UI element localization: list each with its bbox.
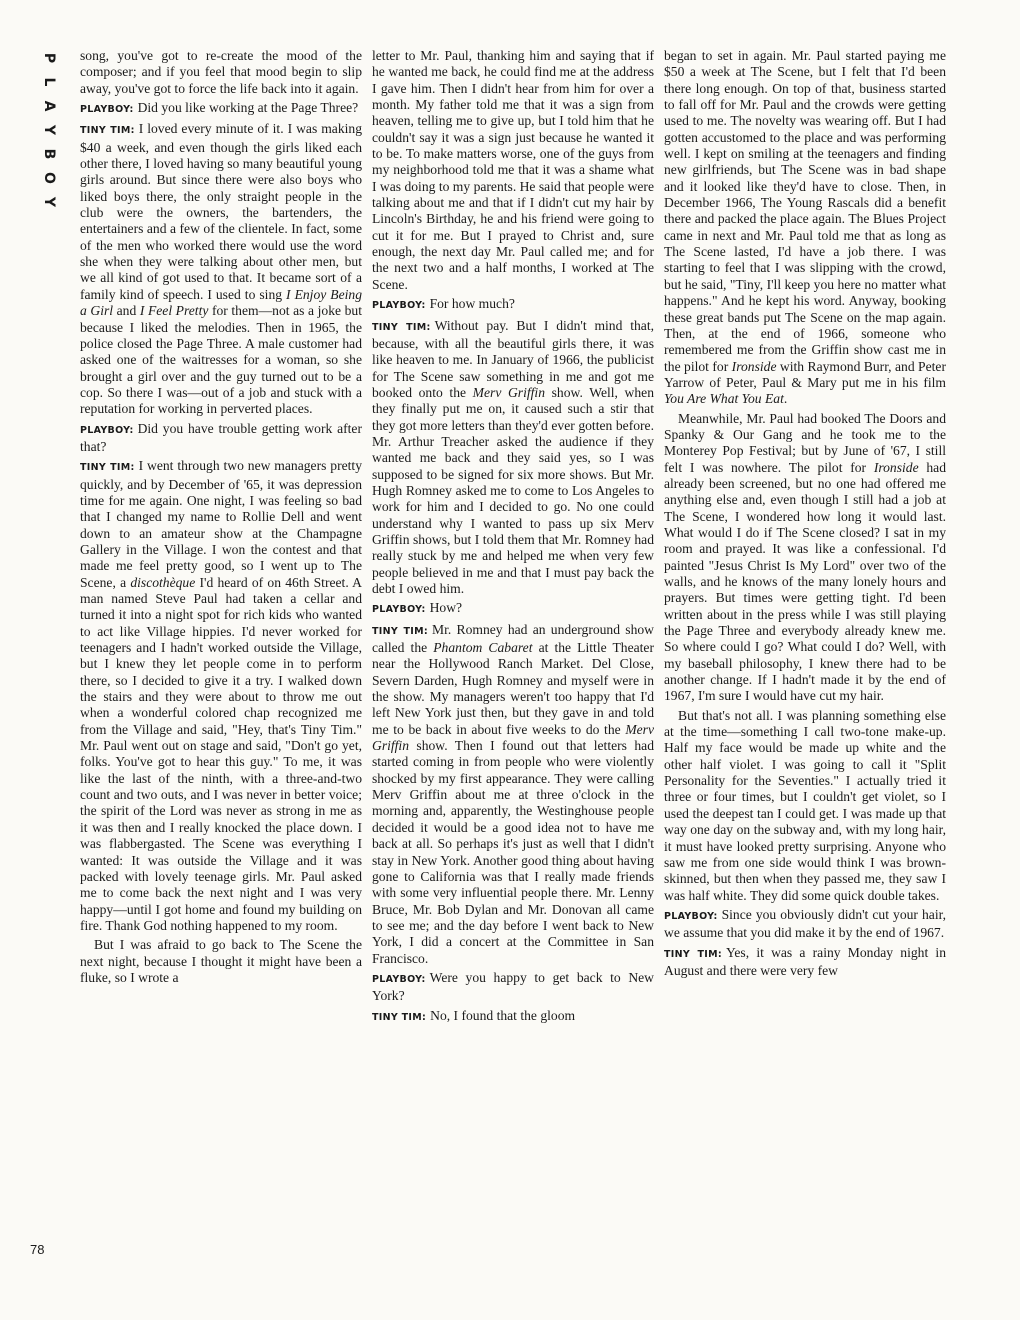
- paragraph-text: show. Well, when they finally put me on, it caused such a stir that they got more letters than they'd ever gotten before. Mr. Arthur Treacher asked the audience if they wanted me back and they said yes, so I was supposed to be signed for six more shows. But Mr. Hugh Romney asked me to come to Los Angeles to work for him and I decided to go. No one could understand why I wanted to pass up six Merv Griffin shows, but I told them that Mr. Romney had really stuck by me and helped me when very few people believed in me and that I must pay back the debt I owed him.: [372, 384, 654, 596]
- title-italic: Phantom Cabaret: [433, 640, 533, 656]
- column-1: [80, 48, 362, 1276]
- speaker-label: TINY TIM:: [372, 625, 428, 637]
- paragraph-text: Yes, it was a rainy Monday night in August and there were very few: [664, 944, 946, 978]
- page-number: 78: [30, 1242, 45, 1257]
- speaker-label: TINY TIM:: [372, 1011, 427, 1023]
- paragraph-text: For how much?: [429, 296, 515, 312]
- title-italic: You Are What You Eat: [664, 391, 784, 407]
- masthead-letter: Y: [41, 196, 57, 208]
- paragraph: [372, 600, 654, 618]
- masthead-letter: Y: [41, 124, 57, 136]
- title-italic: I Enjoy Being a Girl: [80, 286, 362, 319]
- paragraph: [372, 318, 654, 598]
- paragraph: [372, 1008, 654, 1026]
- speaker-label: TINY TIM:: [80, 125, 135, 137]
- paragraph: [372, 622, 654, 967]
- paragraph-text: Were you happy to get back to New York?: [372, 969, 654, 1004]
- paragraph-text: Without pay. But I didn't mind that, because, with all the beautiful girls there, it was like heaven to me. In January of 1966, the publicist for The Scene saw something in me and got me booked onto the: [372, 317, 654, 400]
- speaker-label: PLAYBOY:: [372, 973, 426, 985]
- speaker-label: TINY TIM:: [372, 321, 431, 333]
- paragraph-text: Mr. Romney had an underground show called the: [372, 621, 654, 656]
- masthead-letter: O: [41, 172, 57, 184]
- paragraph-text: But that's not all. I was planning something else at the time—something I call two-tone make-up. Half my face would be made up white and the other half violet. I was going to call it "Split Personality for the Seventies." I actually tried it three or four times, but I couldn't get violet, so I used the deepest tan I could get. I was made up that way one day on the subway and, with my long hair, it must have looked pretty surprising. Anyone who saw me from one side would think I was brown-skinned, but then when they passed me, they saw I was half white. They did some quick double takes.: [664, 707, 946, 903]
- masthead-letter: P: [41, 52, 57, 64]
- speaker-label: PLAYBOY:: [372, 604, 426, 616]
- paragraph-text: for them—not as a joke but because I liked the melodies. Then in 1965, the police closed the Page Three. A male customer had asked one of the waitresses for a woman, so she brought a girl over and the guy turned out to be a cop. So there I was—out of a job and stuck with a reputation for working in perverted places.: [80, 303, 362, 417]
- title-italic: discothèque: [130, 574, 196, 590]
- paragraph: [372, 970, 654, 1005]
- speaker-label: TINY TIM:: [80, 462, 135, 474]
- paragraph-text: had already been screened, but no one had offered me anything else and, even though I still had a job at The Scene, I wondered how long it would last. What would I do if The Scene closed? I sat in my room and prayed. It was like a confessional. I'd painted "Jesus Christ Is My Lord" over two of the walls, and he knows of the many lonely hours and prayers. But times were getting tight. I'd been written about in the press while I was still playing the Page Three and everybody already knew me. So where could I go? What could I do? Well, with my baseball philosophy, I knew there had to be another change. If I hadn't made it by the end of 1967, I'm sure I would have cut my hair.: [664, 459, 946, 704]
- column-3: [664, 48, 946, 1276]
- paragraph: [664, 708, 946, 904]
- paragraph-text: show. Then I found out that letters had started coming in from people who were violently shocked by my first appearance. They were calling Merv Griffin about me at three o'clock in the morning and, apparently, the Westinghouse people decided it would be a good idea not to have me back at all. So perhaps it's just as well that I didn't stay in New York. Another good thing about having gone to California was that I really made friends with some very influential people there. Mr. Lenny Bruce, Mr. Bob Dylan and Mr. Donovan all came to see me; and the day before I went back to New York, I did a concert at the Committee in San Francisco.: [372, 738, 654, 966]
- paragraph: [372, 48, 654, 293]
- paragraph: [80, 458, 362, 934]
- paragraph-text: Since you obviously didn't cut your hair, we assume that you did make it by the end of 1967.: [664, 906, 946, 941]
- paragraph-text: But I was afraid to go back to The Scene the next night, because I thought it might have been a fluke, so I wrote a: [80, 937, 362, 985]
- column-2: [372, 48, 654, 1276]
- title-italic: Ironside: [873, 459, 919, 475]
- paragraph: [80, 121, 362, 417]
- masthead-letter: B: [41, 148, 57, 160]
- paragraph-text: Did you have trouble getting work after that?: [80, 420, 362, 454]
- paragraph: [80, 421, 362, 456]
- speaker-label: PLAYBOY:: [372, 300, 426, 312]
- paragraph-text: and: [113, 303, 140, 319]
- paragraph-text: I'd heard of on 46th Street. A man named Steve Paul had taken a cellar and turned it into a night spot for rich kids who wanted to act like Village hippies. I'd never worked for teenagers and I hadn't worked outside the Village, but I knew they let people come in to perform there, so I decided to give it a try. I walked down the stairs and they were about to throw me out when a wonderful colored chap recognized me from the Village and said, "Hey, that's Tiny Tim." Mr. Paul went out on stage and said, "Don't go yet, folks. You've got to hear this guy." To me, it was like the last of the ninth, with a three-and-two count and two outs, and I was never in better voice; the spirit of the Lord was never as strong in me as it was then and I really knocked the place down. I was flabbergasted. The Scene was everything I wanted: It was outside the Village and it was packed with lovely teenage girls. Mr. Paul asked me to come back the next night and I was very happy—until I got home and found my building on fire. Thank God nothing happened to my room.: [80, 574, 362, 933]
- paragraph-text: began to set in again. Mr. Paul started paying me $50 a week at The Scene, but I felt that I'd been there long enough. On top of that, business started to fall off for Mr. Paul and the crowds were getting used to me. The novelty was wearing off. But I had gotten accustomed to the place and was performing well. I kept on smiling at the teenagers and finding new girlfriends, but The Scene was in bad shape and it looked like they'd have to close. Then, in December 1966, The Young Rascals did a benefit there and packed the place again. The Blues Project came in next and Mr. Paul told me that as long as The Scene lasted, I'd have a job there. I was starting to feel that I was slipping with the crowd, but he said, "Tiny, I'll keep you here no matter what happens." And he kept his word. Anyway, booking these great bands put The Scene on the map again. Then, at the end of 1966, someone who remembered me from the Griffin show cast me in the pilot for: [664, 48, 946, 374]
- masthead-letter: A: [41, 100, 57, 112]
- title-italic: I Feel Pretty: [139, 303, 209, 319]
- title-italic: Ironside: [731, 358, 777, 374]
- paragraph: [372, 296, 654, 314]
- speaker-label: TINY TIM:: [664, 948, 722, 960]
- paragraph-text: Did you like working at the Page Three?: [137, 100, 359, 116]
- speaker-label: PLAYBOY:: [80, 424, 134, 436]
- paragraph: [80, 937, 362, 986]
- title-italic: Merv Griffin: [472, 384, 545, 400]
- paragraph-text: letter to Mr. Paul, thanking him and saying that if he wanted me back, he could find me at the address I gave him. Then I didn't hear from him for over a month. My father told me that it was a sign from heaven, telling me to give up, but I told him that he couldn't say it was a sign just because he wanted it to be. To make matters worse, one of the guys from my neighborhood told me that it was a shame what I was doing to my parents. He said that people were talking about me and that if I didn't cut my hair by Lincoln's Birthday, he and his friend were going to cut it for me. But I prayed to Christ and, sure enough, the next day Mr. Paul called me; and for the next two and a half months, I worked at The Scene.: [372, 48, 654, 292]
- paragraph-text: Meanwhile, Mr. Paul had booked The Doors and Spanky & Our Gang and he took me to the Monterey Pop Festival; but by June of '67, I still felt I was nowhere. The pilot for: [664, 410, 946, 475]
- paragraph-text: I went through two new managers pretty quickly, and by December of '65, it was depression time for me again. One night, I was feeling so bad that I changed my name to Rollie Dell and went down to an amateur show at the Champagne Gallery in the Village. I won the contest and that made me feel pretty good, so I went up to The Scene, a: [80, 458, 362, 590]
- paragraph-text: at the Little Theater near the Hollywood Ranch Market. Del Close, Severn Darden, Hugh Romney and myself were in the show. My managers weren't too happy that I'd left New York just then, but they gave in and told me to be back in about five weeks to do the: [372, 640, 654, 737]
- paragraph-text: No, I found that the gloom: [430, 1007, 576, 1023]
- paragraph-text: with Raymond Burr, and Peter Yarrow of Peter, Paul & Mary put me in his film: [664, 358, 946, 390]
- paragraph: [664, 945, 946, 980]
- paragraph-text: .: [783, 391, 788, 407]
- paragraph-text: song, you've got to re-create the mood of the composer; and if you feel that mood begin to slip away, you've got to force the life back into it again.: [80, 48, 362, 96]
- paragraph: [80, 48, 362, 97]
- masthead: [34, 46, 64, 216]
- title-italic: Merv Griffin: [372, 721, 654, 754]
- paragraph-text: How?: [429, 600, 463, 616]
- paragraph: [664, 411, 946, 705]
- speaker-label: PLAYBOY:: [664, 910, 718, 922]
- paragraph-text: I loved every minute of it. I was making $40 a week, and even though the girls liked each other there, I loved having so many beautiful young girls around. But since there were also boys who liked boys there, the only straight people in the club were the owners, the bartenders, the entertainers and a few of the clientele. In fact, some of the men who worked there would use the word she when they were talking about other men, but we all kind of got used to that. It became sort of a family kind of speech. I used to sing: [80, 121, 362, 302]
- paragraph: [664, 48, 946, 408]
- speaker-label: PLAYBOY:: [80, 104, 134, 116]
- paragraph: [664, 907, 946, 942]
- masthead-letter: L: [41, 77, 57, 87]
- paragraph: [80, 100, 362, 118]
